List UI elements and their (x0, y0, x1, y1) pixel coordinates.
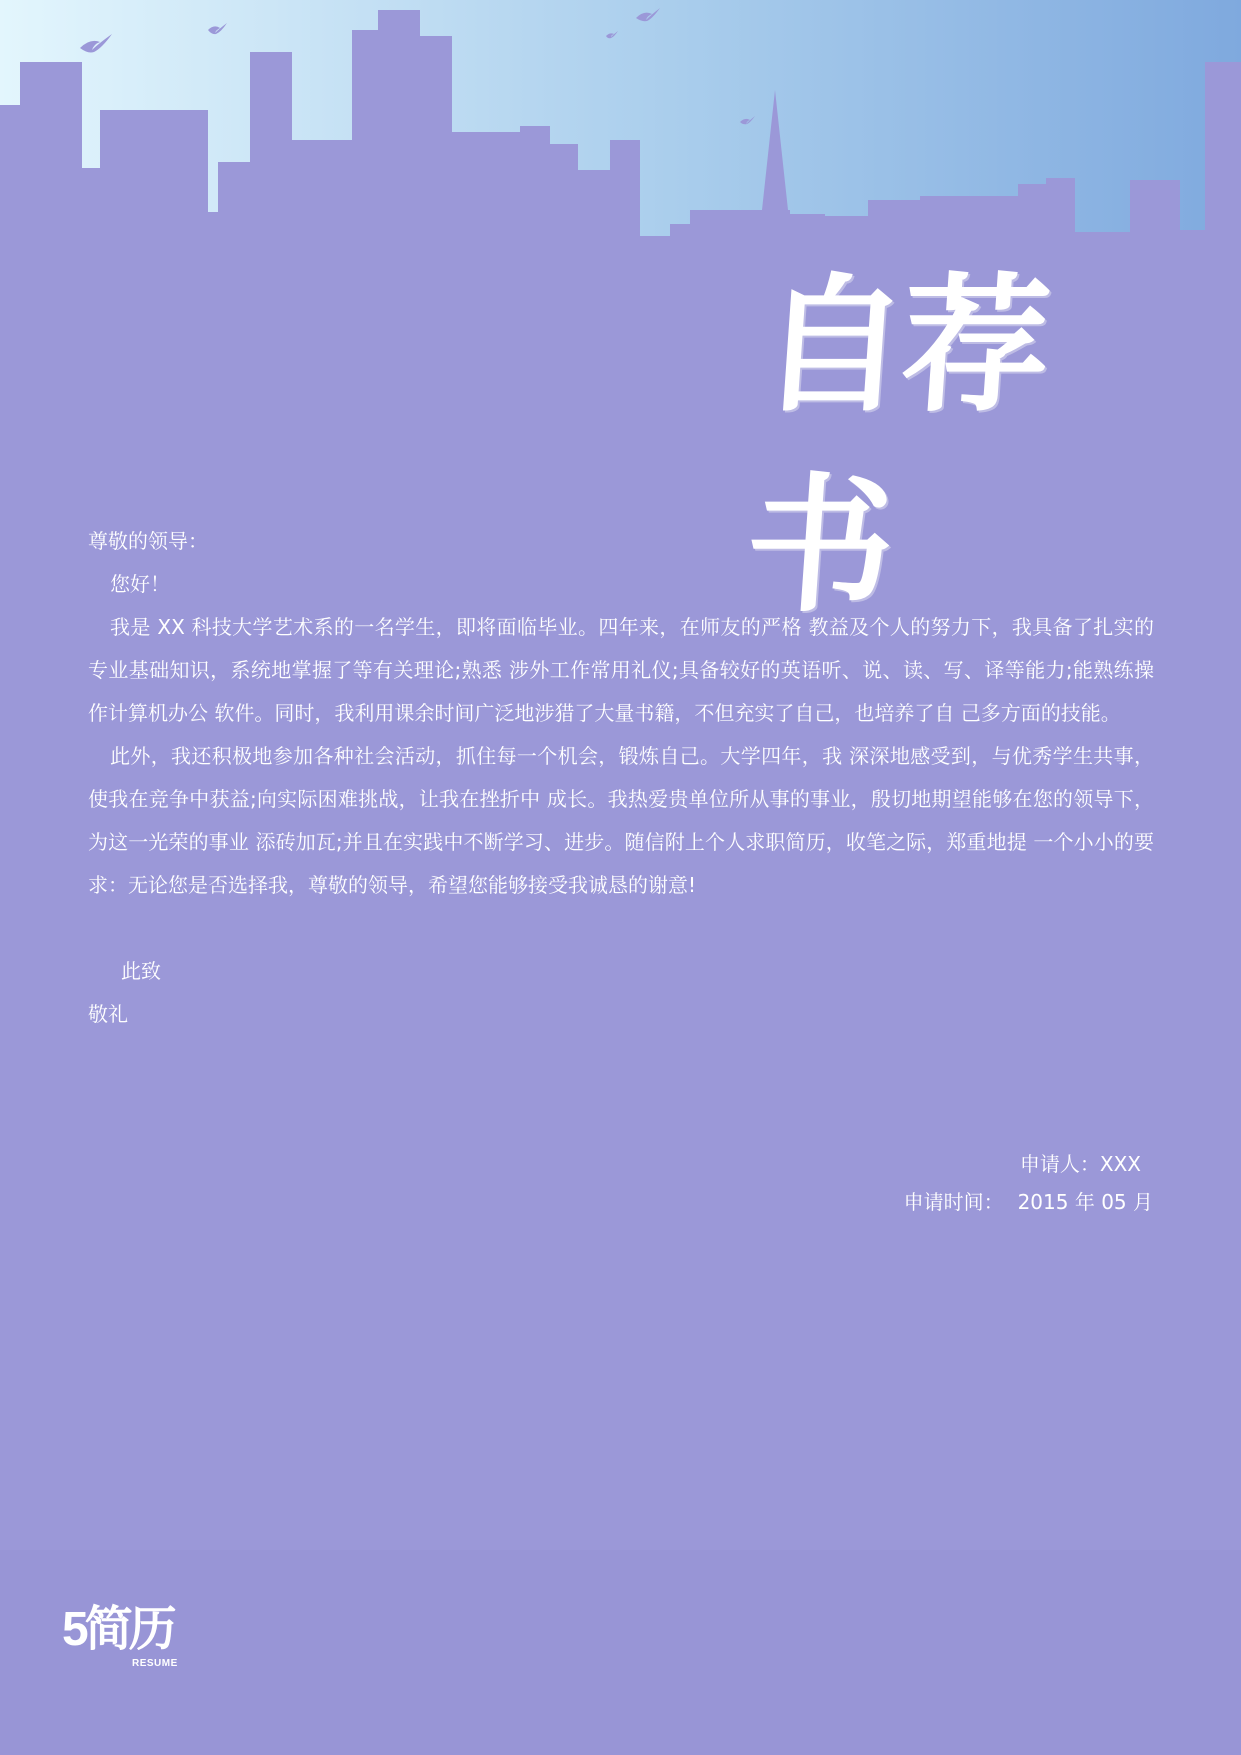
signature-block (904, 1145, 1153, 1221)
page-title: 自荐书 (739, 258, 1051, 632)
cover-letter-body (88, 520, 1154, 1036)
date-label: 申请时间： (903, 1190, 1004, 1214)
paragraph: 此外，我还积极地参加各种社会活动，抓住每一个机会，锻炼自己。大学四年，我 深深地感受到，与优秀学生共事，使我在竞争中获益;向实际困难挑战，让我在挫折中 成长。我热爱贵单位所从事的事业，殷切地期望能够在您的领导下，为这一光荣的事业 添砖加瓦;并且在实践中不断学习、进步。随信附上个人求职简历，收笔之际，郑重地提 一个小小的要求：无论您是否选择我，尊敬的领导，希望您能够接受我诚恳的谢意! (88, 744, 1154, 897)
resume-logo (62, 1600, 192, 1680)
greeting: 您好！ (110, 572, 170, 596)
applicant-name: 申请人：XXX (1019, 1152, 1141, 1176)
logo-mark: 5简历 (62, 1603, 173, 1656)
closing-line: 此致 (121, 959, 161, 983)
city-skyline-banner (0, 0, 1241, 270)
date-value: 2015 年 05 月 (1017, 1190, 1153, 1214)
salutation: 尊敬的领导： (88, 529, 208, 553)
application-date (904, 1183, 1153, 1221)
paragraph: 我是 XX 科技大学艺术系的一名学生，即将面临毕业。四年来，在师友的严格 教益及个人的努力下，我具备了扎实的专业基础知识，系统地掌握了等有关理论;熟悉 涉外工作常用礼仪;具备较好的英语听、说、读、写、译等能力;能熟练操作计算机办公 软件。同时，我利用课余时间广泛地涉猎了大量书籍，不但充实了自己，也培养了自 己多方面的技能。 (88, 615, 1154, 725)
logo-subtext: RESUME (132, 1658, 178, 1669)
closing-line: 敬礼 (88, 1002, 128, 1026)
